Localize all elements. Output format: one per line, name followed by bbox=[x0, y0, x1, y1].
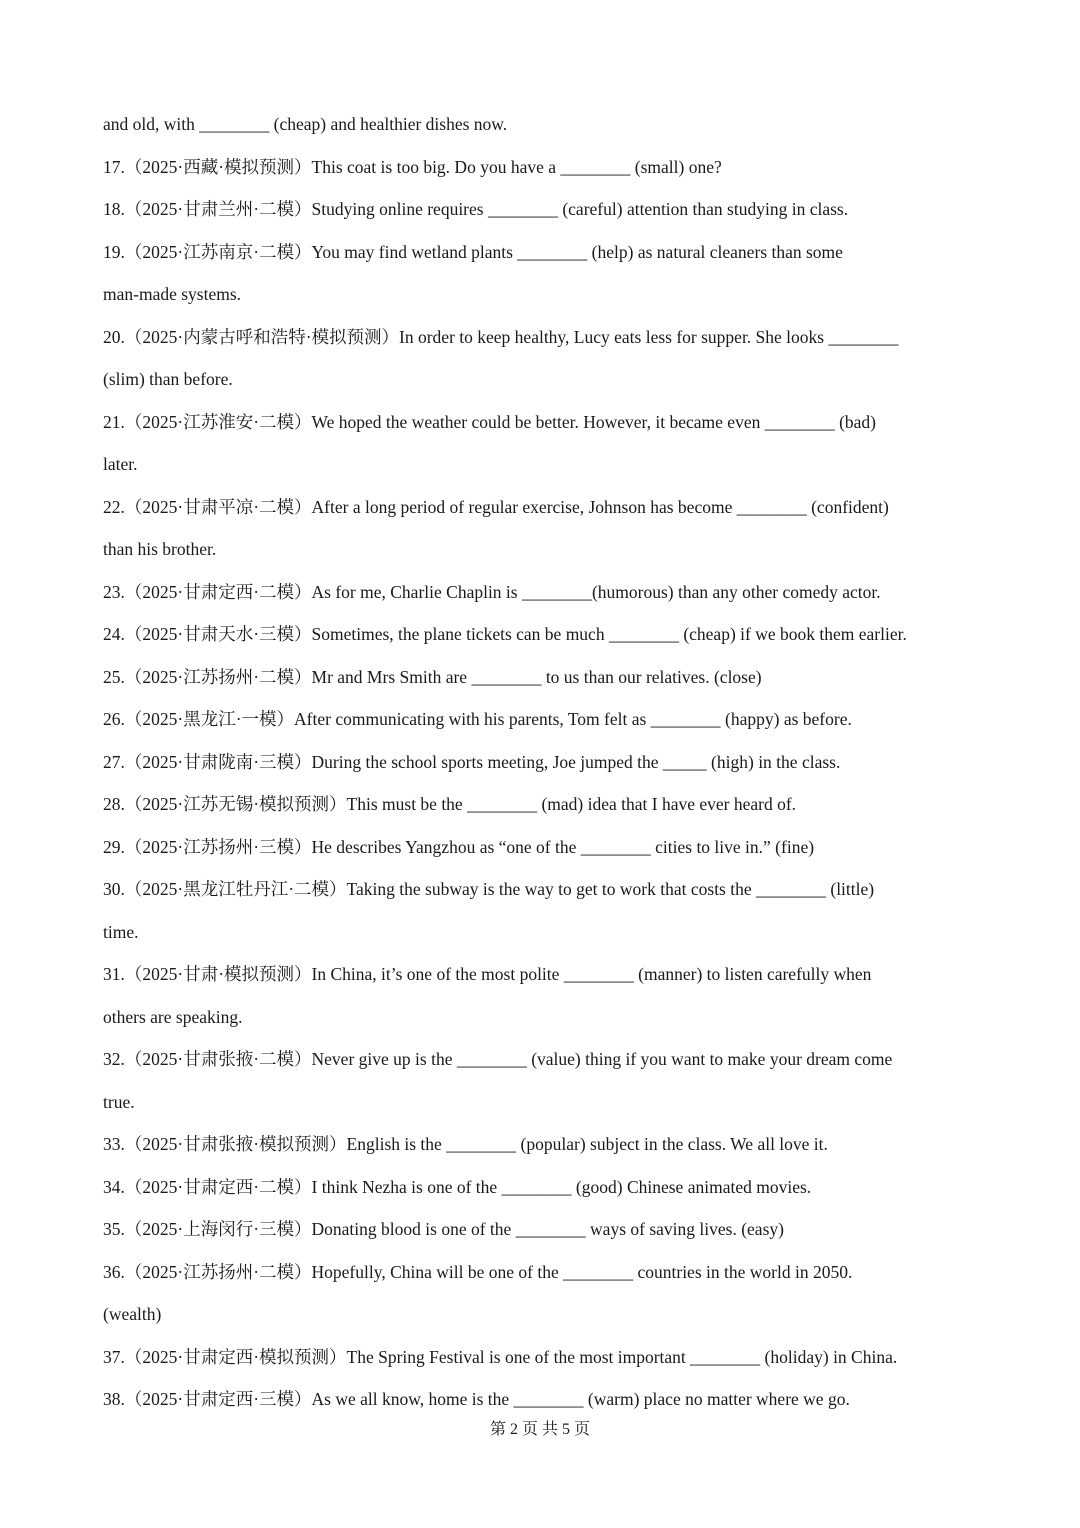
question-31-cont: others are speaking. bbox=[103, 1007, 243, 1027]
question-20-cont: (slim) than before. bbox=[103, 369, 233, 389]
question-21-cont: later. bbox=[103, 454, 138, 474]
question-34: 34.（2025·甘肃定西·二模）I think Nezha is one of the ________ (good) Chinese animated movies. bbox=[103, 1177, 812, 1197]
question-32-cont: true. bbox=[103, 1092, 135, 1112]
question-37: 37.（2025·甘肃定西·模拟预测）The Spring Festival is one of the most important ________ (holiday) in China. bbox=[103, 1347, 898, 1367]
question-36: 36.（2025·江苏扬州·二模）Hopefully, China will be one of the ________ countries in the world in 2050. bbox=[103, 1262, 853, 1282]
question-28: 28.（2025·江苏无锡·模拟预测）This must be the ________ (mad) idea that I have ever heard of. bbox=[103, 794, 797, 814]
question-33: 33.（2025·甘肃张掖·模拟预测）English is the ________ (popular) subject in the class. We all love it. bbox=[103, 1134, 828, 1154]
question-32: 32.（2025·甘肃张掖·二模）Never give up is the ________ (value) thing if you want to make your dream come bbox=[103, 1049, 893, 1069]
question-23: 23.（2025·甘肃定西·二模）As for me, Charlie Chaplin is ________(humorous) than any other comedy actor. bbox=[103, 582, 881, 602]
question-22: 22.（2025·甘肃平凉·二模）After a long period of regular exercise, Johnson has become ________ (confident) bbox=[103, 497, 889, 517]
question-21: 21.（2025·江苏淮安·二模）We hoped the weather could be better. However, it became even ________ (bad) bbox=[103, 412, 877, 432]
question-30: 30.（2025·黑龙江牡丹江·二模）Taking the subway is the way to get to work that costs the ________ (little) bbox=[103, 879, 875, 899]
question-20: 20.（2025·内蒙古呼和浩特·模拟预测）In order to keep healthy, Lucy eats less for supper. She looks ________ bbox=[103, 327, 899, 347]
question-30-cont: time. bbox=[103, 922, 139, 942]
question-27: 27.（2025·甘肃陇南·三模）During the school sports meeting, Joe jumped the _____ (high) in the class. bbox=[103, 752, 841, 772]
page-footer: 第 2 页 共 5 页 bbox=[489, 1421, 590, 1438]
question-19: 19.（2025·江苏南京·二模）You may find wetland plants ________ (help) as natural cleaners than some bbox=[103, 242, 843, 262]
text-line-16-cont: and old, with ________ (cheap) and healthier dishes now. bbox=[103, 114, 508, 134]
question-36-cont: (wealth) bbox=[103, 1304, 162, 1324]
question-19-cont: man-made systems. bbox=[103, 284, 242, 304]
question-17: 17.（2025·西藏·模拟预测）This coat is too big. Do you have a ________ (small) one? bbox=[103, 157, 722, 177]
question-31: 31.（2025·甘肃·模拟预测）In China, it’s one of the most polite ________ (manner) to listen carefully when bbox=[103, 964, 872, 984]
question-18: 18.（2025·甘肃兰州·二模）Studying online requires ________ (careful) attention than studying in class. bbox=[103, 199, 849, 219]
question-24: 24.（2025·甘肃天水·三模）Sometimes, the plane tickets can be much ________ (cheap) if we book them earlier. bbox=[103, 624, 907, 644]
question-38: 38.（2025·甘肃定西·三模）As we all know, home is the ________ (warm) place no matter where we go. bbox=[103, 1389, 850, 1409]
question-25: 25.（2025·江苏扬州·二模）Mr and Mrs Smith are ________ to us than our relatives. (close) bbox=[103, 667, 762, 687]
question-35: 35.（2025·上海闵行·三模）Donating blood is one of the ________ ways of saving lives. (easy) bbox=[103, 1219, 784, 1239]
question-26: 26.（2025·黑龙江·一模）After communicating with his parents, Tom felt as ________ (happy) as before. bbox=[103, 709, 852, 729]
question-22-cont: than his brother. bbox=[103, 539, 217, 559]
question-29: 29.（2025·江苏扬州·三模）He describes Yangzhou as “one of the ________ cities to live in.” (fine) bbox=[103, 837, 815, 857]
